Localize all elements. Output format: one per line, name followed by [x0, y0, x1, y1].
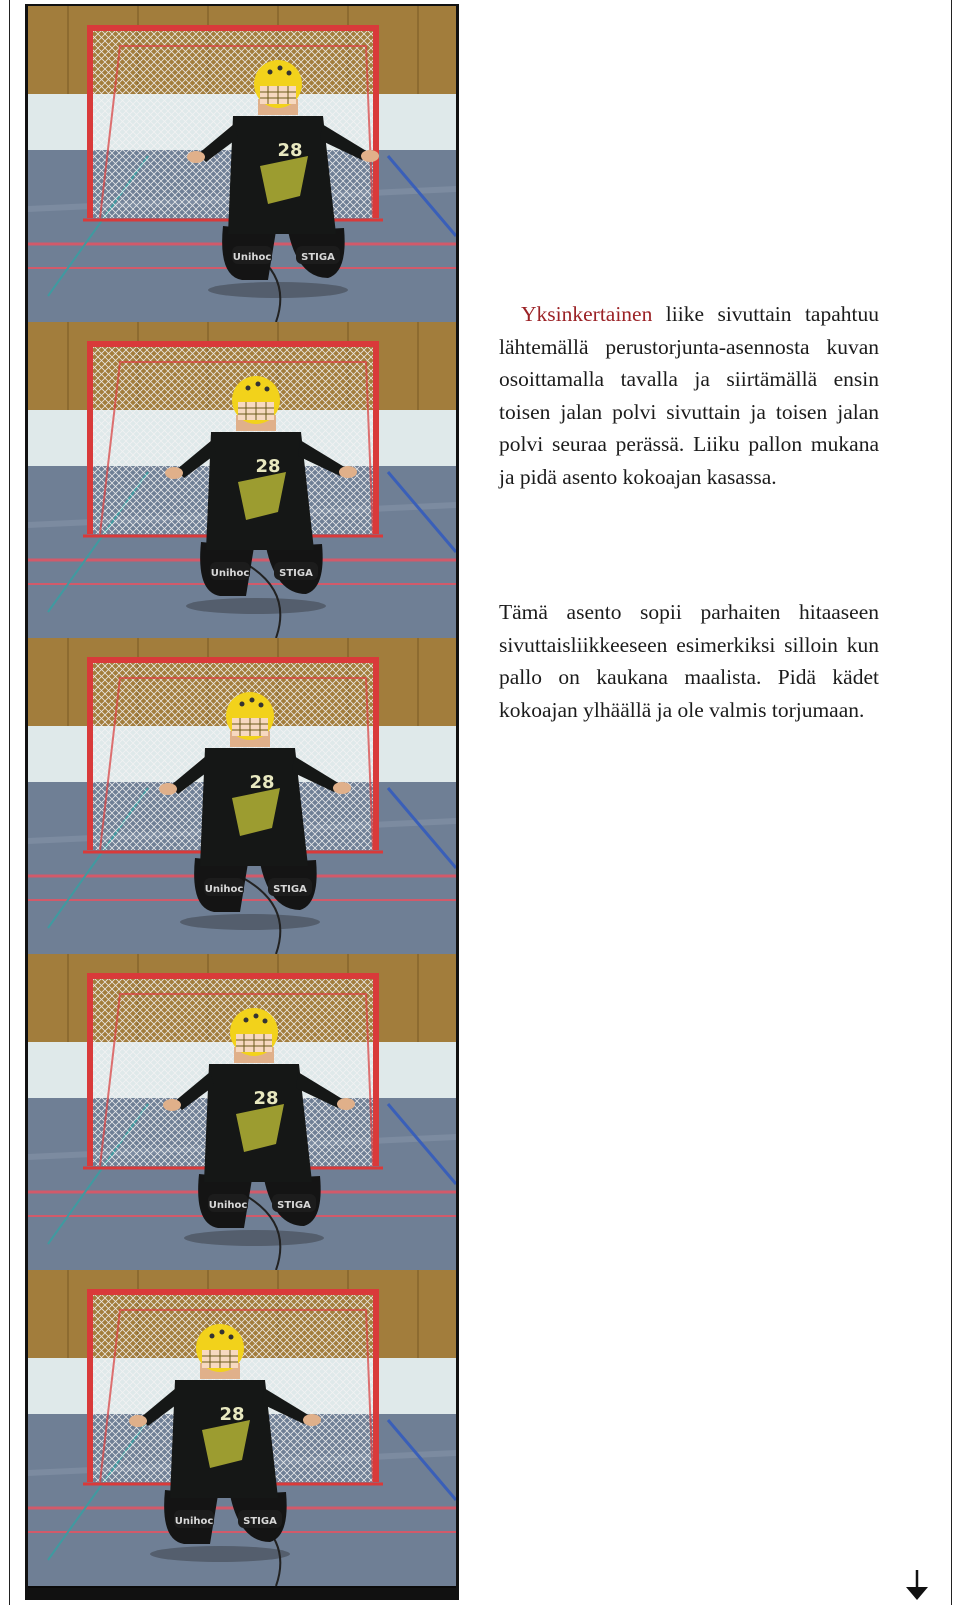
- left-page-rule: [9, 0, 10, 1605]
- goalkeeper-photo: [28, 638, 456, 954]
- pad-brand-left: Unihoc: [210, 568, 250, 579]
- arrow-down-icon: [904, 1570, 930, 1600]
- goalkeeper-photo: [28, 1270, 456, 1586]
- jersey-number: 28: [249, 772, 275, 793]
- paragraph-intro: [499, 298, 879, 493]
- goalkeeper-photo: [28, 322, 456, 638]
- pad-brand-left: Unihoc: [232, 252, 272, 263]
- photo-frame: [28, 6, 456, 324]
- photo-frame: [28, 1270, 456, 1588]
- photo-frame: [28, 638, 456, 956]
- photo-frame: [28, 322, 456, 640]
- goalkeeper-photo: [28, 6, 456, 322]
- paragraph-usage: Tämä asento sopii parhaiten hitaaseen sivuttaisliikkeeseen esimerkiksi silloin kun pallo on kaukana maalista. Pidä kädet kokoajan ylhäällä ja ole valmis torjumaan.: [499, 600, 879, 722]
- pad-brand-right: STIGA: [279, 568, 313, 579]
- jersey-number: 28: [277, 140, 303, 161]
- jersey-number: 28: [255, 456, 281, 477]
- pad-brand-left: Unihoc: [208, 1200, 248, 1211]
- pad-brand-right: STIGA: [277, 1200, 311, 1211]
- jersey-number: 28: [253, 1088, 279, 1109]
- pad-brand-right: STIGA: [243, 1516, 277, 1527]
- pad-brand-left: Unihoc: [204, 884, 244, 895]
- pad-brand-right: STIGA: [273, 884, 307, 895]
- pad-brand-right: STIGA: [301, 252, 335, 263]
- pad-brand-left: Unihoc: [174, 1516, 214, 1527]
- right-page-rule: [951, 0, 952, 1605]
- jersey-number: 28: [219, 1404, 245, 1425]
- photo-frame: [28, 954, 456, 1272]
- paragraph-intro-text: liike sivuttain tapahtuu lähtemällä perustorjunta-asennosta kuvan osoittamalla tavalla ja siirtämällä ensin toisen jalan polvi sivuttain ja toisen jalan polvi seuraa perässä. Liiku pallon mukana ja pidä asento kokoajan kasassa.: [499, 302, 879, 489]
- photo-sequence: [25, 4, 459, 1600]
- goalkeeper-photo: [28, 954, 456, 1270]
- highlight-term: Yksinkertainen: [521, 302, 653, 326]
